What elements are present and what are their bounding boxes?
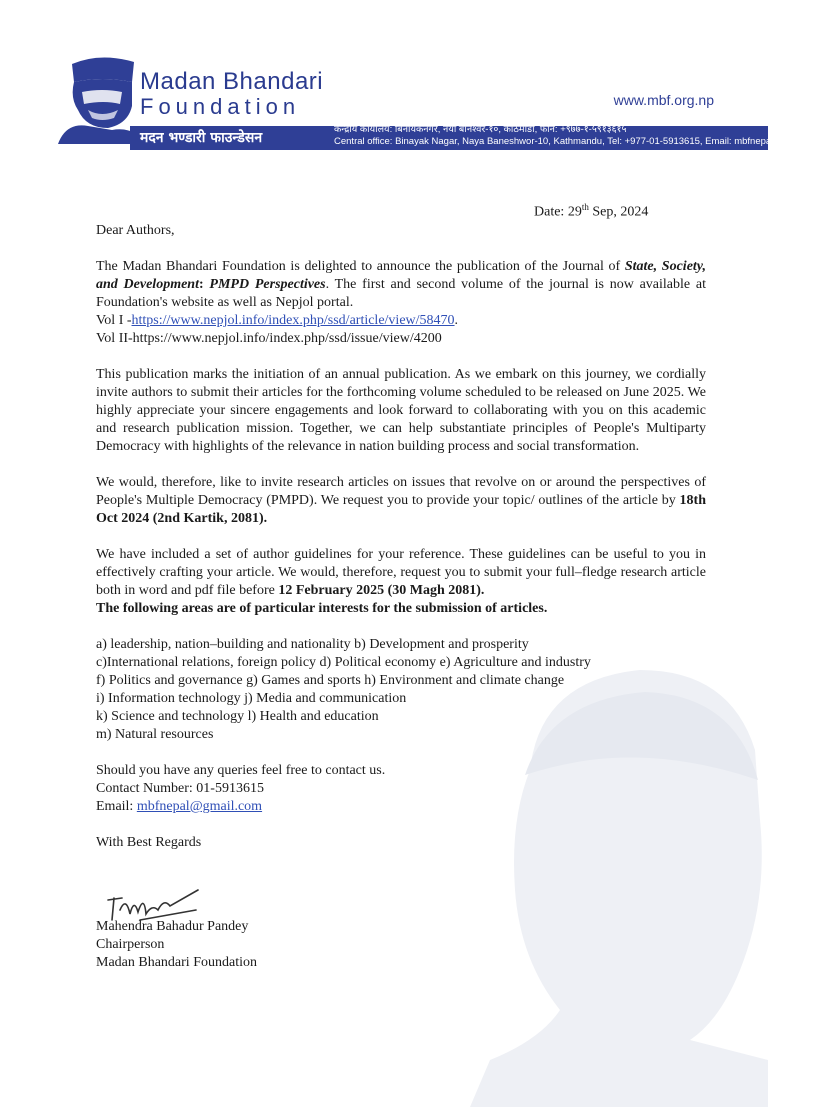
paragraph-initiation: This publication marks the initiation of an annual publication. As we embark on this journey, we cordially invite authors to submit their articles for the forthcoming volume scheduled to be released on June 2025. We highly appreciate your sincere engagements and look forward to collaborating with you on this academic and research publication mission. Together, we can help substantiate principles of People's Multiparty Democracy with highlights of the relevance in nation building process and social transformation. xyxy=(96,367,706,454)
closing: With Best Regards xyxy=(96,835,202,850)
org-name-nepali: मदन भण्डारी फाउन्डेसन xyxy=(140,130,263,146)
paragraph-announcement: The Madan Bhandari Foundation is delighted to announce the publication of the Journal of State, Society, and Development: PMPD Perspectives. The first and second volume of the journal is now available at Foundation's website as well as Nepjol portal. xyxy=(96,259,706,310)
paragraph-invitation: We would, therefore, like to invite research articles on issues that revolve on or around the perspectives of People's Multiple Democracy (PMPD). We request you to provide your topic/ outlines of the article by 18th Oct 2024 (2nd Kartik, 2081). xyxy=(96,475,706,526)
address-english: Central office: Binayak Nagar, Naya Baneshwor-10, Kathmandu, Tel: +977-01-5913615, Email: mbfnepal@gmail.com xyxy=(334,136,826,147)
area-item: f) Politics and governance g) Games and sports h) Environment and climate change xyxy=(96,673,565,688)
signer-org: Madan Bhandari Foundation xyxy=(96,955,257,970)
contact-email-line: Email: mbfnepal@gmail.com xyxy=(96,799,263,814)
area-item: c)International relations, foreign policy d) Political economy e) Agriculture and industry xyxy=(96,655,591,670)
paragraph-guidelines: We have included a set of author guidelines for your reference. These guidelines can be useful to you in effectively crafting your article. We would, therefore, request you to submit your full–fledge research article both in word and pdf file before 12 February 2025 (30 Magh 2081). xyxy=(96,547,706,598)
volume-1-line: Vol I -https://www.nepjol.info/index.php/ssd/article/view/58470. xyxy=(96,313,459,328)
salutation: Dear Authors, xyxy=(96,223,175,238)
org-name-line2: Foundation xyxy=(140,94,301,119)
signature xyxy=(100,880,210,930)
contact-number: Contact Number: 01-5913615 xyxy=(96,781,264,796)
org-name-line1: Madan Bhandari xyxy=(140,68,324,95)
letter-date: Date: 29th Sep, 2024 xyxy=(534,202,649,220)
signer-title: Chairperson xyxy=(96,937,165,952)
letter-body xyxy=(96,222,706,972)
email-link[interactable]: mbfnepal@gmail.com xyxy=(136,799,263,814)
website-url[interactable]: www.mbf.org.np xyxy=(613,92,714,108)
areas-heading: The following areas are of particular interests for the submission of articles. xyxy=(96,601,548,616)
contact-intro: Should you have any queries feel free to contact us. xyxy=(96,763,386,778)
signer-name: Mahendra Bahadur Pandey xyxy=(96,919,249,934)
address-nepali: केन्द्रीय कार्यालय: बिनायकनगर, नयाँ बानेश्वर-१०, काठमाडौं, फोन: +९७७-१-५९१३६१५ xyxy=(334,124,627,135)
area-item: a) leadership, nation–building and nationality b) Development and prosperity xyxy=(96,637,529,652)
office-address xyxy=(334,124,826,148)
area-item: k) Science and technology l) Health and education xyxy=(96,709,379,724)
volume-2-line: Vol II-https://www.nepjol.info/index.php/ssd/issue/view/4200 xyxy=(96,331,442,346)
area-item: m) Natural resources xyxy=(96,727,214,742)
area-item: i) Information technology j) Media and communication xyxy=(96,691,407,706)
volume-1-link[interactable]: https://www.nepjol.info/index.php/ssd/article/view/58470 xyxy=(131,313,455,328)
